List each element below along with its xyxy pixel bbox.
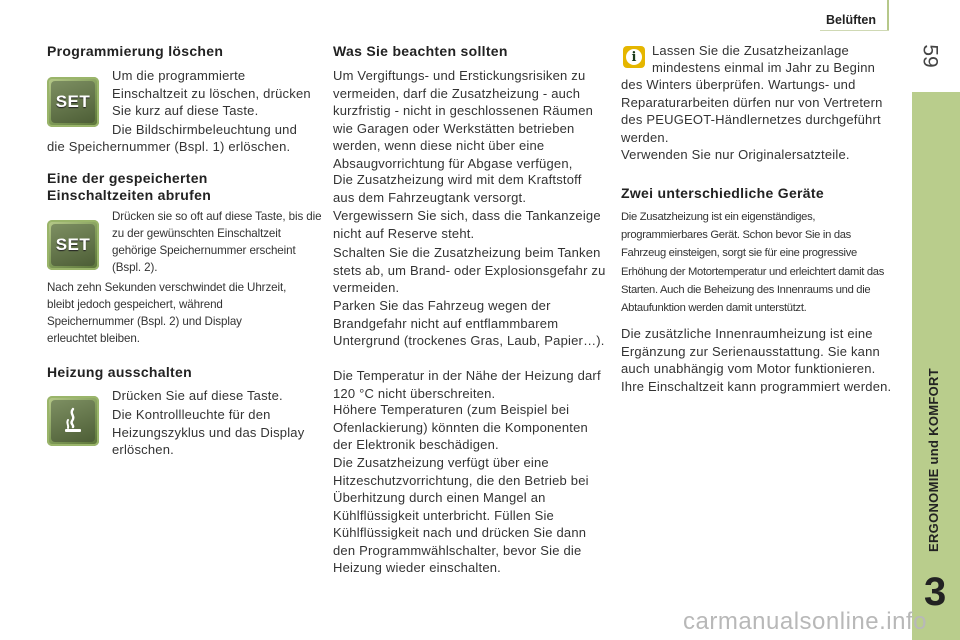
set-button-label: SET [51,81,95,123]
info-icon [623,46,645,68]
paragraph: Die Zusatzheizung wird mit dem Kraftstoff aus dem Fahrzeugtank versorgt. [333,172,582,205]
paragraph: Drücken sie so oft auf diese Taste, bis die zu der gewünschten Einschaltzeit gehörige Speichernummer erscheint (Bspl. 2). [112,210,322,274]
paragraph: Um Vergiftungs- und Erstickungsrisiken zu vermeiden, darf die Zusatzheizung - auch kurzfristig - nicht in geschlossenen Räumen wie Garagen oder Werkstätten betrieben werden, wenn diese nicht über eine Absaugvorrichtung für Abgase verfügen, [333,68,594,171]
section-title-einschaltzeiten-abrufen [47,170,211,204]
paragraph: Höhere Temperaturen (zum Beispiel bei Ofenlackierung) könnten die Komponenten der Elektronik beschädigen. [333,402,588,452]
header-divider [887,0,889,30]
paragraph: Die Bildschirmbeleuchtung und [112,122,298,137]
info-line: Lassen Sie die Zusatzheizanlage [652,43,849,58]
paragraph: Die Kontrollleuchte für den Heizungszyklus und das Display erlöschen. [112,407,305,457]
section-title-was-sie-beachten: Was Sie beachten sollten [333,43,508,59]
info-line: mindestens einmal im Jahr zu Beginn [652,60,876,75]
header-underline [820,30,889,31]
paragraph: Die Temperatur in der Nähe der Heizung darf 120 °C nicht überschreiten. [333,368,601,401]
set-button-2 [47,220,99,270]
paragraph: Nach zehn Sekunden verschwindet die Uhrzeit, bleibt jedoch gespeichert, während Speichernummer (Bspl. 2) und Display erleuchtet bleiben. [47,281,287,345]
paragraph: Um die programmierte Einschaltzeit zu löschen, drücken Sie kurz auf diese Taste. [112,68,311,118]
paragraph: Die zusätzliche Innenraumheizung ist eine Ergänzung zur Serienausstattung. Sie kann auch unabhängig vom Motor funktionieren. Ihre Einschaltzeit kann programmiert werden. [621,326,892,394]
set-button-1 [47,77,99,127]
section-title-zwei-geraete: Zwei unterschiedliche Geräte [621,185,824,201]
paragraph: Schalten Sie die Zusatzheizung beim Tanken stets ab, um Brand- oder Explosionsgefahr zu vermeiden. [333,245,606,295]
paragraph: des Winters überprüfen. Wartungs- und Reparaturarbeiten dürfen nur von Vertretern des PEUGEOT-Händlernetzes durchgeführt werden. [621,77,883,145]
paragraph: Parken Sie das Fahrzeug wegen der Brandgefahr nicht auf entflammbarem Untergrund (trockenes Gras, Laub, Papier…). [333,298,605,348]
paragraph: die Speichernummer (Bspl. 1) erlöschen. [47,139,291,154]
section-title-line: Einschaltzeiten abrufen [47,187,212,203]
paragraph: Verwenden Sie nur Originalersatzteile. [621,147,850,162]
header-title: Belüften [826,13,876,27]
heater-button [47,396,99,446]
section-title-heizung-ausschalten: Heizung ausschalten [47,364,192,380]
info-glyph: i [626,49,642,65]
paragraph: Drücken Sie auf diese Taste. [112,388,283,403]
chapter-tab [912,92,960,640]
paragraph: Vergewissern Sie sich, dass die Tankanzeige nicht auf Reserve steht. [333,208,601,241]
set-button-label: SET [51,224,95,266]
page-number: 59 [918,44,942,68]
paragraph: Die Zusatzheizung verfügt über eine Hitzeschutzvorrichtung, die den Betrieb bei Überhitzung durch einen Mangel an Kühlflüssigkeit unterbricht. Füllen Sie Kühlflüssigkeit nach und drücken Sie dann den Programmwählschalter, bevor Sie die Heizung wieder einschalten. [333,455,589,575]
section-title-programmierung-loeschen: Programmierung löschen [47,43,224,59]
section-title-line: Eine der gespeicherten [47,170,208,186]
watermark: carmanualsonline.info [683,608,927,635]
chapter-number: 3 [924,570,947,614]
chapter-label: ERGONOMIE und KOMFORT [926,368,941,552]
heater-icon [51,400,95,442]
paragraph: Die Zusatzheizung ist ein eigenständiges, programmierbares Gerät. Schon bevor Sie in das Fahrzeug einsteigen, sorgt sie für eine progressive Erhöhung der Motortemperatur und erleichtert damit das Starten. Auch die Beheizung des Innenraums und die Abtaufunktion werden damit unterstützt. [621,211,885,315]
